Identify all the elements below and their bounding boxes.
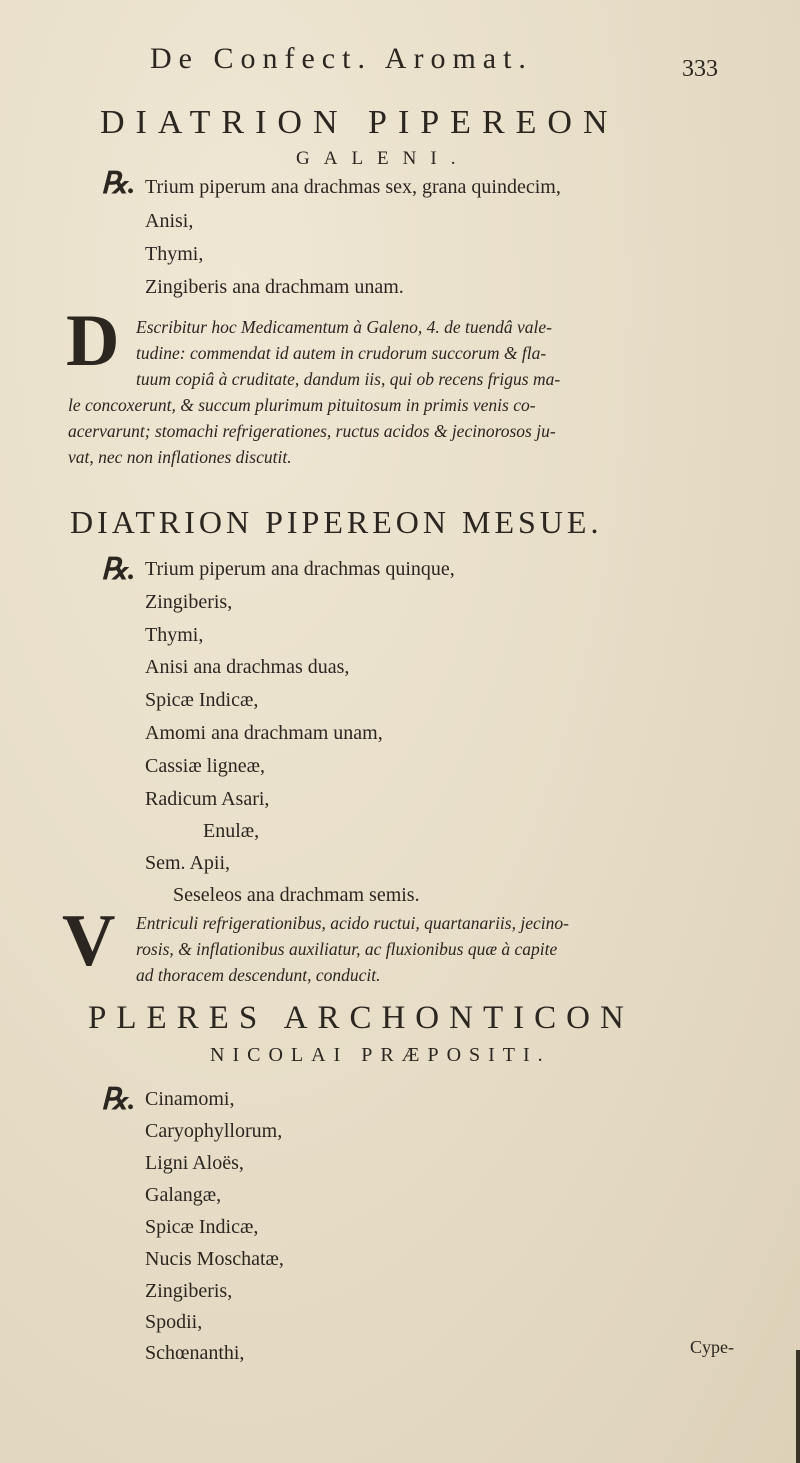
paragraph-line: vat, nec non inflationes discutit. — [68, 447, 292, 467]
ingredient-line: Trium piperum ana drachmas sex, grana quindecim, — [145, 176, 561, 198]
recipe-symbol: ℞. — [101, 1083, 136, 1116]
drop-cap: D — [66, 300, 120, 382]
section-title-diatrion-mesue: DIATRION PIPEREON MESUE. — [70, 504, 603, 540]
ingredient-line: Zingiberis ana drachmam unam. — [145, 276, 404, 298]
ingredient-line: Enulæ, — [203, 820, 260, 842]
ingredient-line: Sem. Apii, — [145, 852, 231, 874]
ingredient-line: Spicæ Indicæ, — [145, 689, 259, 711]
ingredient-line: Anisi, — [145, 210, 194, 232]
section-title-diatrion-galeni: DIATRION PIPEREON — [100, 104, 619, 141]
ingredient-line: Anisi ana drachmas duas, — [145, 656, 350, 678]
ingredient-line: Thymi, — [145, 624, 204, 646]
section-title-pleres-archonticon: PLERES ARCHONTICON — [88, 1000, 634, 1036]
ingredient-line: Nucis Moschatæ, — [145, 1248, 284, 1270]
recipe-symbol: ℞. — [101, 553, 136, 586]
ingredient-line: Amomi ana drachmam unam, — [145, 722, 383, 744]
section-subtitle-nicolai: NICOLAI PRÆPOSITI. — [210, 1044, 551, 1066]
ingredient-line: Trium piperum ana drachmas quinque, — [145, 558, 455, 580]
paragraph-line: Escribitur hoc Medicamentum à Galeno, 4. de tuendâ vale- — [136, 317, 553, 337]
paragraph-line: tudine: commendat id autem in crudorum succorum & fla- — [136, 343, 547, 363]
ingredient-line: Cinamomi, — [145, 1088, 235, 1110]
running-head: De Confect. Aromat. — [150, 42, 533, 75]
ingredient-line: Zingiberis, — [145, 591, 233, 613]
ingredient-line: Seseleos ana drachmam semis. — [173, 884, 420, 906]
ingredient-line: Caryophyllorum, — [145, 1120, 283, 1142]
ingredient-line: Radicum Asari, — [145, 788, 270, 810]
paragraph-line: tuum copiâ à cruditate, dandum iis, qui ob recens frigus ma- — [136, 369, 561, 389]
page-number: 333 — [682, 56, 718, 82]
section-subtitle-galeni: GALENI. — [296, 148, 470, 169]
paragraph-line: Entriculi refrigerationibus, acido ructui, quartanariis, jecino- — [136, 913, 569, 933]
paragraph-line: le concoxerunt, & succum plurimum pituitosum in primis venis co- — [68, 395, 536, 415]
ingredient-line: Schœnanthi, — [145, 1342, 245, 1364]
page-edge-shadow — [796, 1350, 800, 1463]
ingredient-line: Thymi, — [145, 243, 204, 265]
paragraph-line: acervarunt; stomachi refrigerationes, ructus acidos & jecinorosos ju- — [68, 421, 556, 441]
ingredient-line: Galangæ, — [145, 1184, 222, 1206]
ingredient-line: Zingiberis, — [145, 1280, 233, 1302]
recipe-symbol: ℞. — [101, 167, 136, 200]
paragraph-line: rosis, & inflationibus auxiliatur, ac fluxionibus quæ à capite — [136, 939, 558, 959]
ingredient-line: Ligni Aloës, — [145, 1152, 244, 1174]
paragraph-line: ad thoracem descendunt, conducit. — [136, 965, 381, 985]
ingredient-line: Spodii, — [145, 1311, 203, 1333]
drop-cap: V — [62, 900, 116, 982]
ingredient-line: Spicæ Indicæ, — [145, 1216, 259, 1238]
ingredient-line: Cassiæ ligneæ, — [145, 755, 266, 777]
catchword: Cype- — [690, 1337, 734, 1357]
